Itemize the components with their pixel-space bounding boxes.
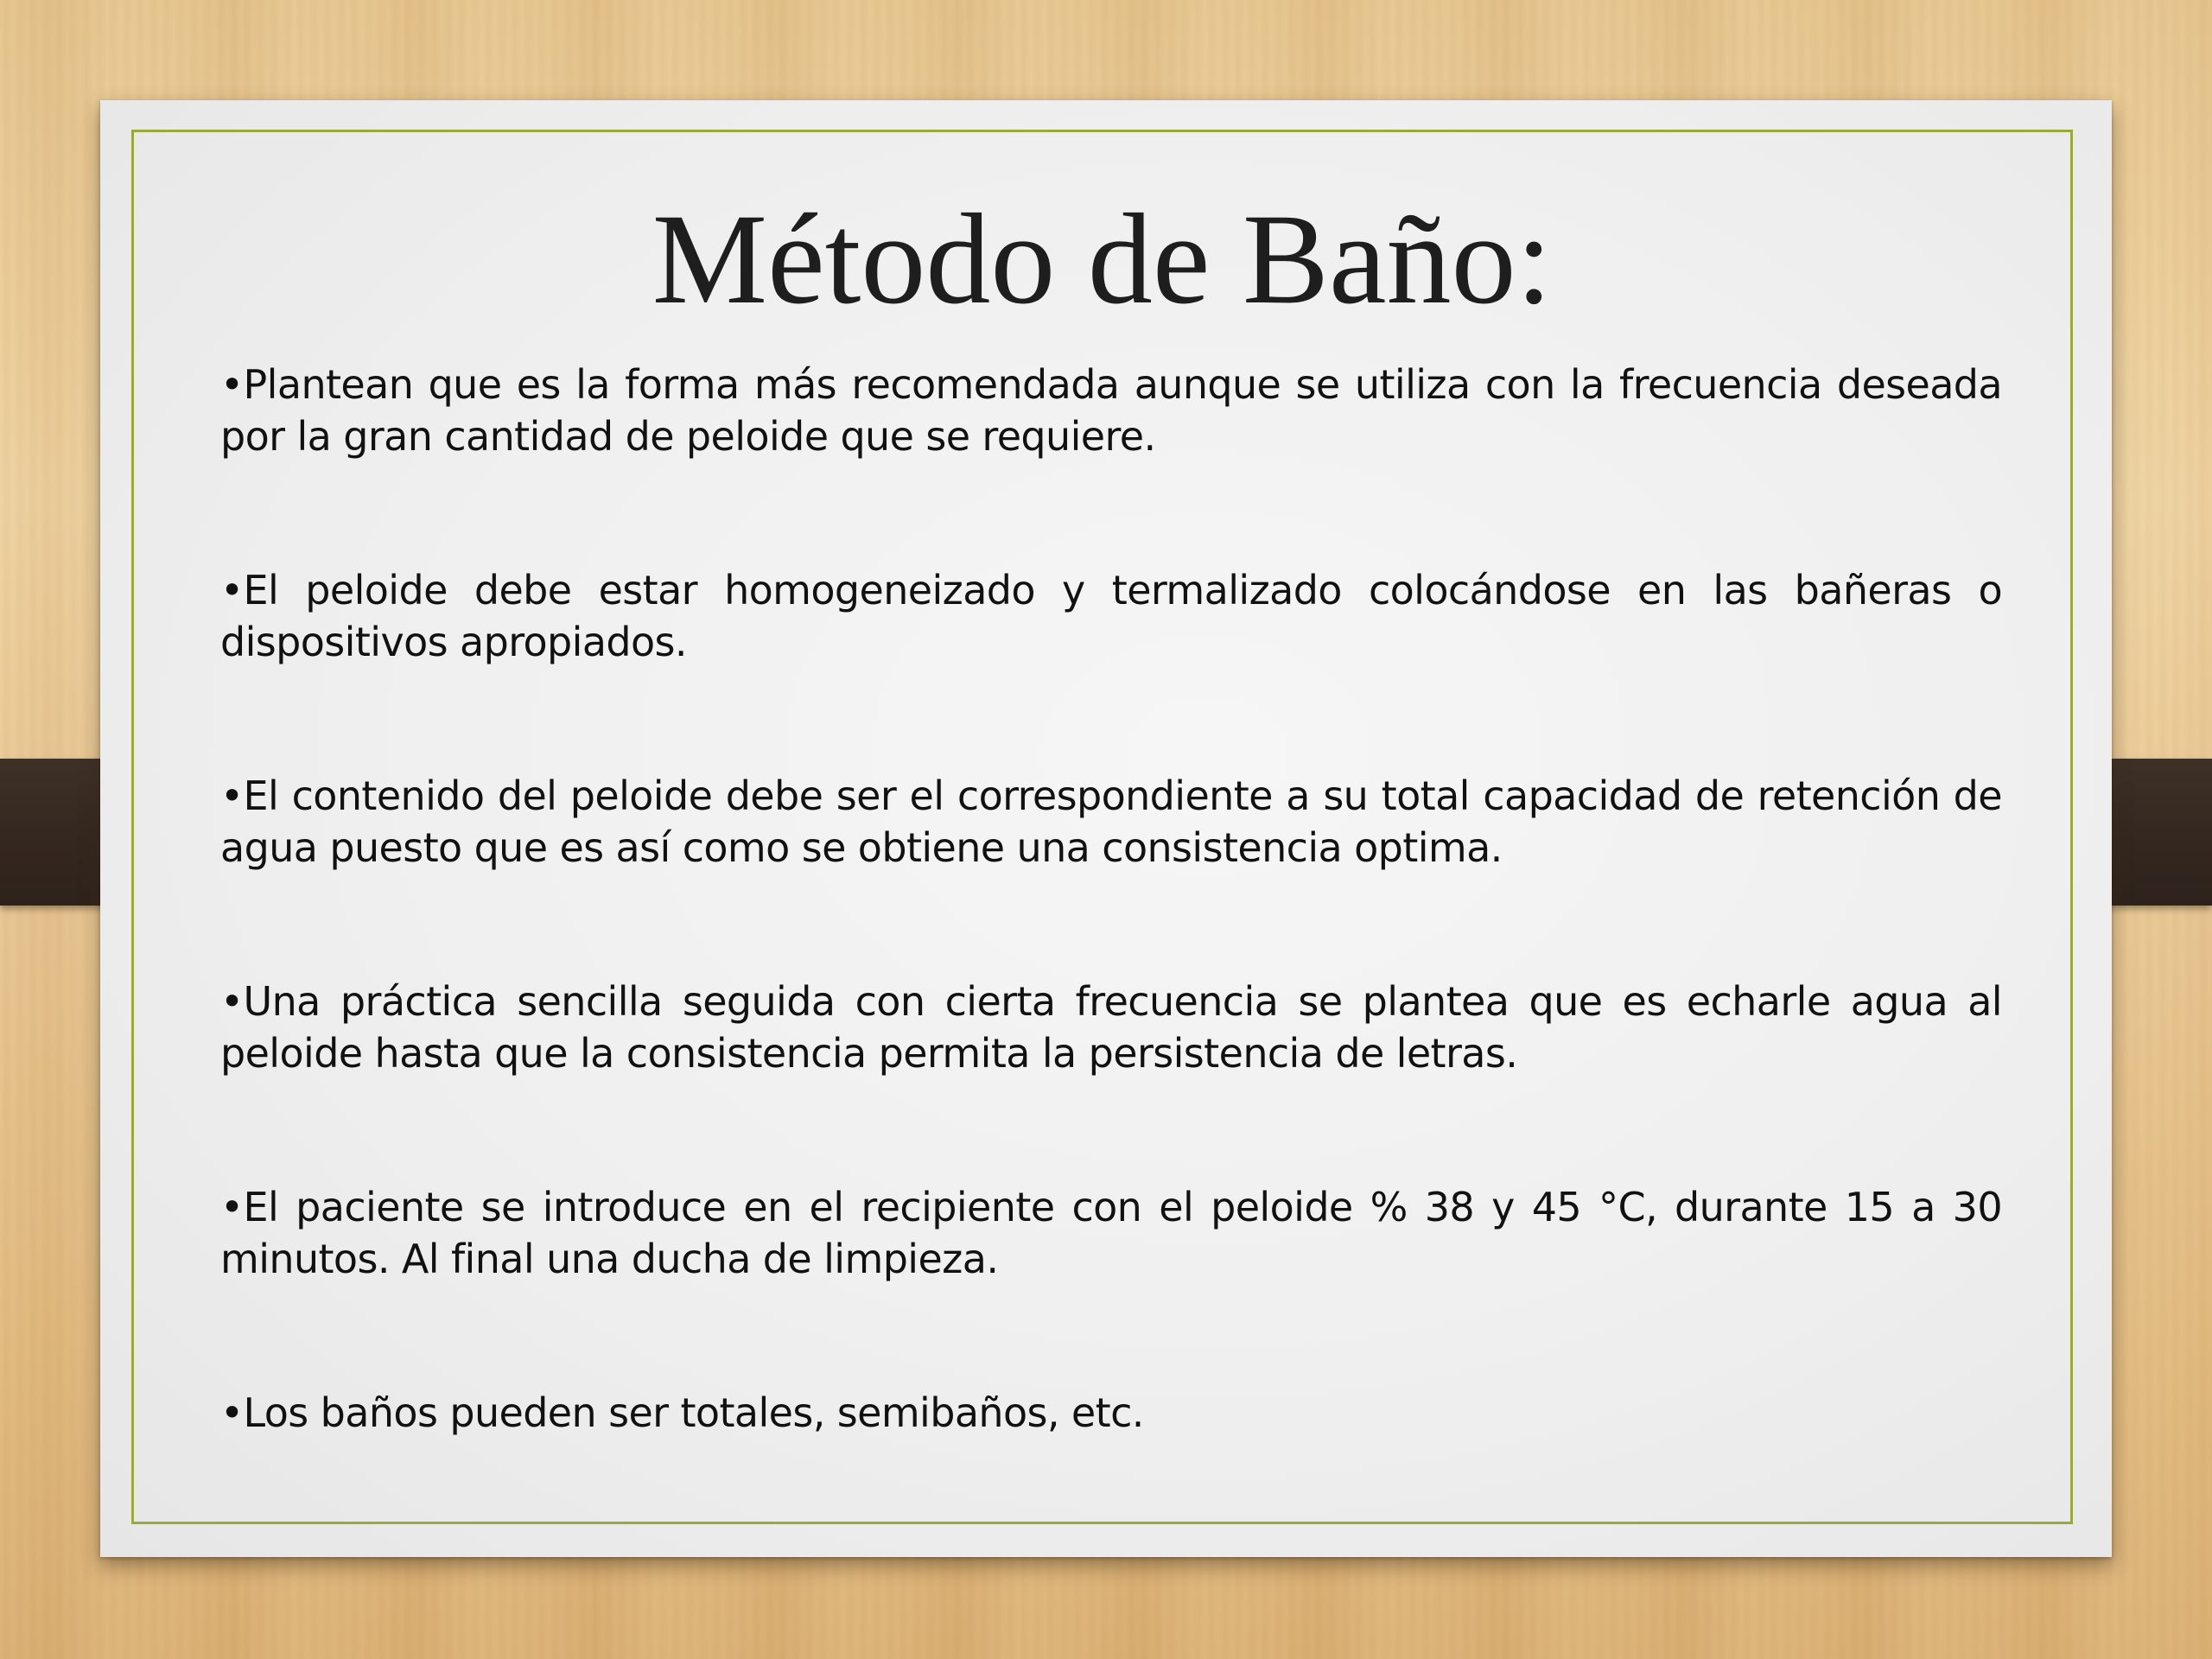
bullet-list	[220, 359, 2002, 1592]
slide-card	[100, 100, 2112, 1557]
bullet-item: •Plantean que es la forma más recomendada aunque se utiliza con la frecuencia deseada por la gran cantidad de peloide que se requiere.	[220, 361, 2002, 460]
bullet-item: •El paciente se introduce en el recipiente con el peloide % 38 y 45 °C, durante 15 a 30 minutos. Al final una ducha de limpieza.	[220, 1184, 2002, 1282]
slide-title: Método de Baño:	[652, 188, 1553, 331]
bullet-item: •Los baños pueden ser totales, semibaños, etc.	[220, 1389, 1144, 1436]
bullet-item: •El contenido del peloide debe ser el correspondiente a su total capacidad de retención de agua puesto que es así como se obtiene una consistencia optima.	[220, 772, 2002, 871]
bullet-item: •El peloide debe estar homogeneizado y termalizado colocándose en las bañeras o dispositivos apropiados.	[220, 567, 2002, 665]
bullet-item: •Una práctica sencilla seguida con cierta frecuencia se plantea que es echarle agua al peloide hasta que la consistencia permita la persistencia de letras.	[220, 978, 2002, 1077]
slide-frame-border	[131, 130, 2073, 1524]
